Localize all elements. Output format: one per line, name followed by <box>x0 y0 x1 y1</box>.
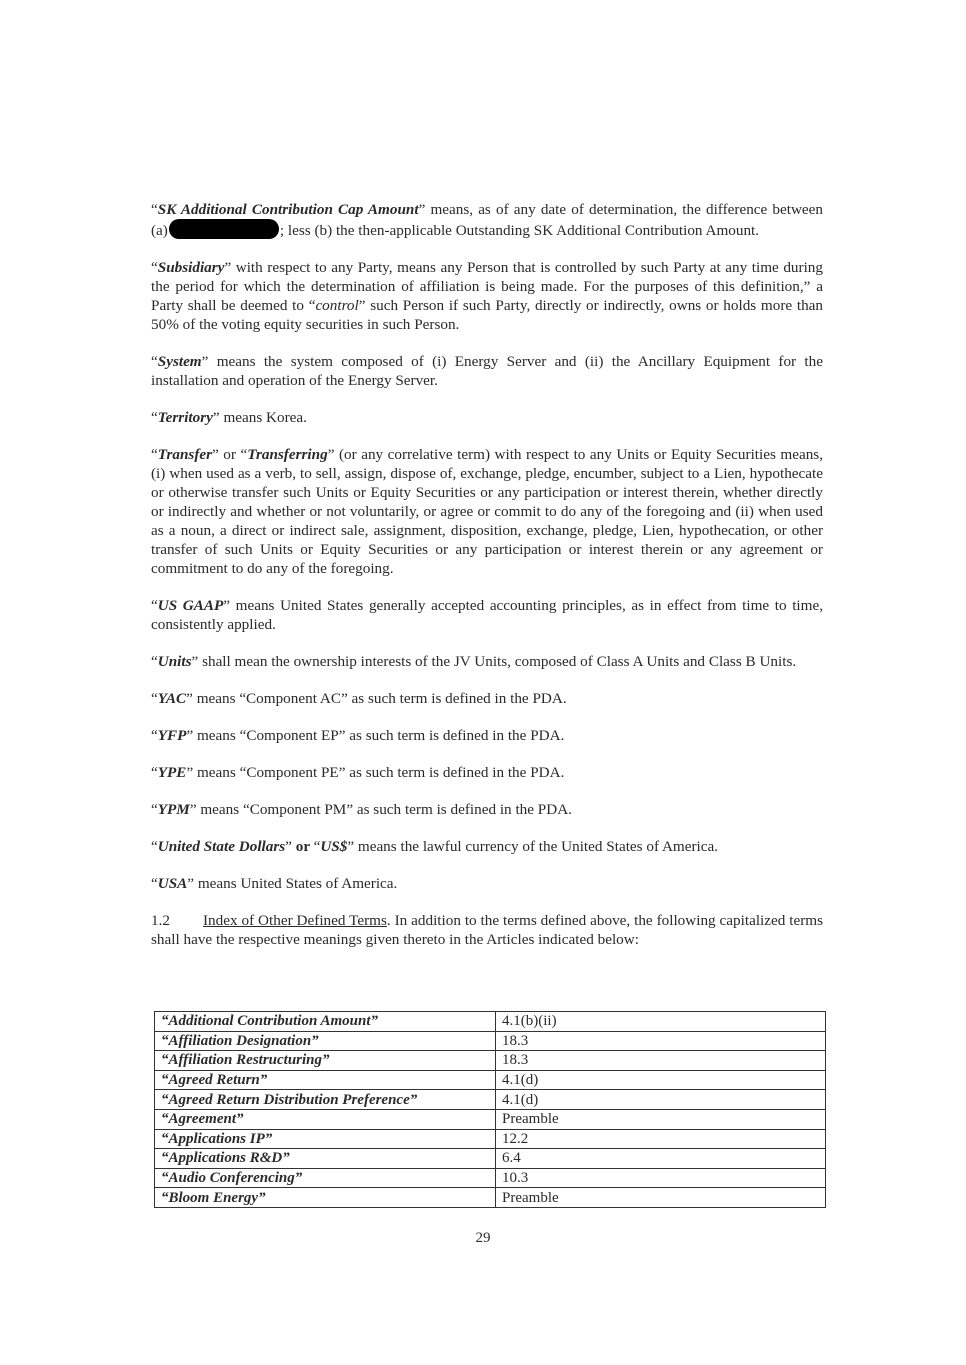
section-1-2: 1.2 Index of Other Defined Terms. In addition to the terms defined above, the following capitalized terms shall have the respective meanings given thereto in the Articles indicated below: <box>151 912 823 948</box>
definition-ype: “YPE” means “Component PE” as such term is defined in the PDA. <box>151 764 565 781</box>
section-heading: Index of Other Defined Terms <box>203 912 387 929</box>
defined-term: System <box>157 353 202 370</box>
table-row: “Applications IP” 12.2 <box>155 1129 826 1149</box>
defined-term: YAC <box>157 690 187 707</box>
definition-system: “System” means the system composed of (i) Energy Server and (ii) the Ancillary Equipment for the installation and operation of the Energy Server. <box>151 353 823 389</box>
definition-units: “Units” shall mean the ownership interests of the JV Units, composed of Class A Units and Class B Units. <box>151 653 797 670</box>
defined-term: Transferring <box>247 446 328 463</box>
table-row: “Agreed Return” 4.1(d) <box>155 1070 826 1090</box>
definition-usd: “United State Dollars” or “US$” means the lawful currency of the United States of America. <box>151 838 719 855</box>
definition-transfer: “Transfer” or “Transferring” (or any correlative term) with respect to any Units or Equity Securities means, (i) when used as a verb, to sell, assign, dispose of, exchange, pledge, encumber, subject to a Lien, hypothecate or otherwise transfer such Units or Equity Securities or any participation or interest therein, whether directly or indirectly and whether or not voluntarily, or agree or commit to do any of the foregoing and (ii) when used as a noun, a direct or indirect sale, assignment, disposition, exchange, pledge, Lien, hypothecation, or other transfer of such Units or Equity Securities or any participation or interest therein or any agreement or commitment to do any of the foregoing. <box>151 446 823 577</box>
defined-term: Territory <box>157 409 213 426</box>
defined-term: YPE <box>157 764 187 781</box>
definition-us-gaap: “US GAAP” means United States generally accepted accounting principles, as in effect from time to time, consistently applied. <box>151 597 823 633</box>
table-row: “Bloom Energy” Preamble <box>155 1188 826 1208</box>
defined-term: United State Dollars <box>157 838 286 855</box>
definition-yac: “YAC” means “Component AC” as such term is defined in the PDA. <box>151 690 567 707</box>
definition-ypm: “YPM” means “Component PM” as such term is defined in the PDA. <box>151 801 572 818</box>
defined-term: US GAAP <box>157 597 224 614</box>
definition-subsidiary: “Subsidiary” with respect to any Party, means any Person that is controlled by such Party at any time during the period for which the determination of affiliation is being made. For the purposes of this definition,” a Party shall be deemed to “control” such Person if such Party, directly or indirectly, owns or holds more than 50% of the voting equity securities in such Person. <box>151 259 823 333</box>
defined-term: US$ <box>320 838 348 855</box>
section-number: 1.2 <box>151 912 170 929</box>
defined-term: USA <box>157 875 188 892</box>
defined-term: Subsidiary <box>157 259 225 276</box>
definition-usa: “USA” means United States of America. <box>151 875 398 892</box>
page-number: 29 <box>475 1230 491 1246</box>
table-row: “Affiliation Restructuring” 18.3 <box>155 1051 826 1071</box>
document-body <box>151 200 823 967</box>
definition-yfp: “YFP” means “Component EP” as such term is defined in the PDA. <box>151 727 565 744</box>
defined-terms-index-table <box>154 1011 826 1208</box>
table-row: “Agreed Return Distribution Preference” 4.1(d) <box>155 1090 826 1110</box>
table-row: “Affiliation Designation” 18.3 <box>155 1031 826 1051</box>
definition-sk-cap: “SK Additional Contribution Cap Amount” means, as of any date of determination, the difference between (a) ; less (b) the then-applicable Outstanding SK Additional Contribution Amount. <box>151 201 823 239</box>
table-row: “Agreement” Preamble <box>155 1109 826 1129</box>
defined-term: YFP <box>157 727 187 744</box>
table-row: “Audio Conferencing” 10.3 <box>155 1168 826 1188</box>
defined-term: Transfer <box>157 446 213 463</box>
defined-term: SK Additional Contribution Cap Amount <box>157 201 419 218</box>
redaction-block <box>169 219 279 239</box>
table-row: “Applications R&D” 6.4 <box>155 1149 826 1169</box>
table-row: “Additional Contribution Amount” 4.1(b)(ii) <box>155 1012 826 1032</box>
definition-territory: “Territory” means Korea. <box>151 409 307 426</box>
defined-term: Units <box>157 653 192 670</box>
defined-term: YPM <box>157 801 190 818</box>
